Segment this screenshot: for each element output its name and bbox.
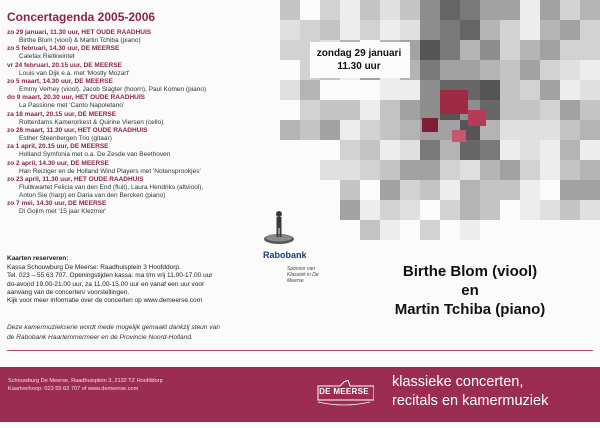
ticket-info: [7, 255, 297, 305]
pixel-mosaic-graphic: [280, 0, 600, 250]
agenda-event-detail: Di Gojim met '15 jaar Klezmer': [19, 208, 107, 216]
de-meerse-logo-text: DE MEERSE: [319, 387, 369, 396]
agenda-event-heading: vr 24 februari, 20.15 uur, DE MEERSE: [7, 61, 122, 69]
agenda-event: [7, 62, 307, 78]
performer-1: Birthe Blom (viool): [402, 263, 538, 280]
agenda-event-heading: zo 5 maart, 14.30 uur, DE MEERSE: [7, 77, 113, 85]
support-line: Deze kamermuziekserie wordt mede mogelijk gemaakt dankzij steun van: [7, 324, 220, 331]
ticket-line: aanvang van de concerten/ voorstellingen.: [7, 288, 130, 296]
tagline-line: klassieke concerten,: [392, 374, 524, 390]
agenda-event-heading: za 18 maart, 20.15 uur, DE MEERSE: [7, 110, 117, 118]
ticket-line: Kassa Schouwburg De Meerse: Raadhuisplein 3 Hoofddorp.: [7, 264, 181, 272]
agenda-event-heading: zo 2 april, 14.30 uur, DE MEERSE: [7, 159, 109, 167]
footer-address: [8, 378, 163, 393]
footer-address-line: Schouwburg De Meerse, Raadhuisplein 3, 2132 TZ Hoofddorp: [8, 378, 163, 384]
concert-time: 11.30 uur: [337, 61, 381, 72]
agenda-event-heading: za 1 april, 20.15 uur, DE MEERSE: [7, 143, 109, 151]
concert-date: zondag 29 januari: [316, 48, 402, 59]
agenda-event-heading: zo 5 februari, 14.30 uur, DE MEERSE: [7, 45, 120, 53]
agenda-event-heading: zo 7 mei, 14.30 uur, DE MEERSE: [7, 200, 107, 208]
agenda-event-detail: Holland Symfonia met o.a. De Zesde van Beethoven: [19, 151, 171, 159]
performer-2: Martin Tchiba (piano): [394, 301, 546, 318]
agenda-event-heading: zo 26 maart, 11.30 uur, HET OUDE RAADHUIS: [7, 126, 148, 134]
ticket-heading: Kaarten reserveren:: [7, 255, 69, 262]
ticket-line: Tel. 023 – 55 63 707. Openingstijden kassa: ma t/m vrij 11.00-17.00 uur: [7, 272, 213, 280]
agenda-event-heading: do 9 maart, 20.30 uur, HET OUDE RAADHUIS: [7, 94, 145, 102]
agenda-event-detail: La Passione met 'Canto Napoletano': [19, 102, 125, 110]
performer-connector: en: [461, 282, 479, 299]
agenda-event-detail: Louis van Dijk e.a. met 'Mostly Mozart': [19, 69, 130, 77]
agenda-event-detail: Esther Steenbergen Trio (gitaar): [19, 135, 112, 143]
agenda-event-detail: Birthe Blom (viool) & Martin Tchiba (piano): [19, 37, 141, 45]
agenda-event: [7, 29, 307, 45]
divider-line: [7, 350, 593, 351]
ticket-website-line: Kijk voor meer informatie over de concerten op www.demeerse.com: [7, 297, 203, 305]
footer-address-line: Kaartverkoop: 023 55 63 707 of www.demeerse.com: [8, 385, 139, 392]
agenda-event: [7, 143, 307, 159]
agenda-event: [7, 78, 307, 94]
support-statement: [7, 323, 337, 342]
agenda-event: [7, 176, 307, 200]
agenda-event-detail: Emmy Verhey (viool), Jacob Slagter (hoorn), Paul Komen (piano): [19, 86, 207, 94]
agenda-title: Concertagenda 2005-2006: [7, 10, 156, 24]
performers-block: [360, 262, 580, 319]
agenda-event: [7, 160, 307, 176]
concert-date-box: [314, 47, 404, 73]
rabobank-logo: Rabobank: [263, 250, 307, 260]
footer-band: [0, 367, 600, 422]
agenda-event-detail: Anton Sie (harp) en Daria van den Bercken (piano): [19, 192, 166, 200]
agenda-event: [7, 94, 307, 110]
agenda-event-detail: Han Reiziger en de Holland Wind Players met 'Notensprookjes': [19, 167, 201, 175]
rabobank-sculpture-icon: [262, 205, 296, 245]
agenda-event-detail: Calefax Rietkwintet: [19, 53, 75, 61]
agenda-event: [7, 111, 307, 127]
agenda-event-detail: Fluitkwartet Felicia van den End (fluit), Laura Hendriks (altviool),: [19, 183, 204, 191]
agenda-event: [7, 127, 307, 143]
agenda-event-heading: zo 23 april, 11.30 uur, HET OUDE RAADHUIS: [7, 175, 144, 183]
support-line: de Rabobank Haarlemmermeer en de Provincie Noord-Holland.: [7, 333, 193, 341]
agenda-event-detail: Rotterdams Kamerorkest & Quirine Viersen (cello): [19, 118, 164, 126]
concert-agenda-list: [7, 29, 307, 217]
agenda-event-heading: zo 29 januari, 11.30 uur, HET OUDE RAADHUIS: [7, 29, 152, 36]
footer-tagline: [392, 373, 548, 411]
tagline-line: recitals en kamermuziek: [392, 393, 549, 409]
sponsor-note: Sponsor van Klassiek in De Meerse: [287, 266, 319, 284]
ticket-line: do-avond 19.00-21.00 uur, za 11.00-15.00 uur en vanaf een uur voor: [7, 280, 205, 288]
agenda-event: [7, 45, 307, 61]
de-meerse-logo: [314, 380, 374, 406]
